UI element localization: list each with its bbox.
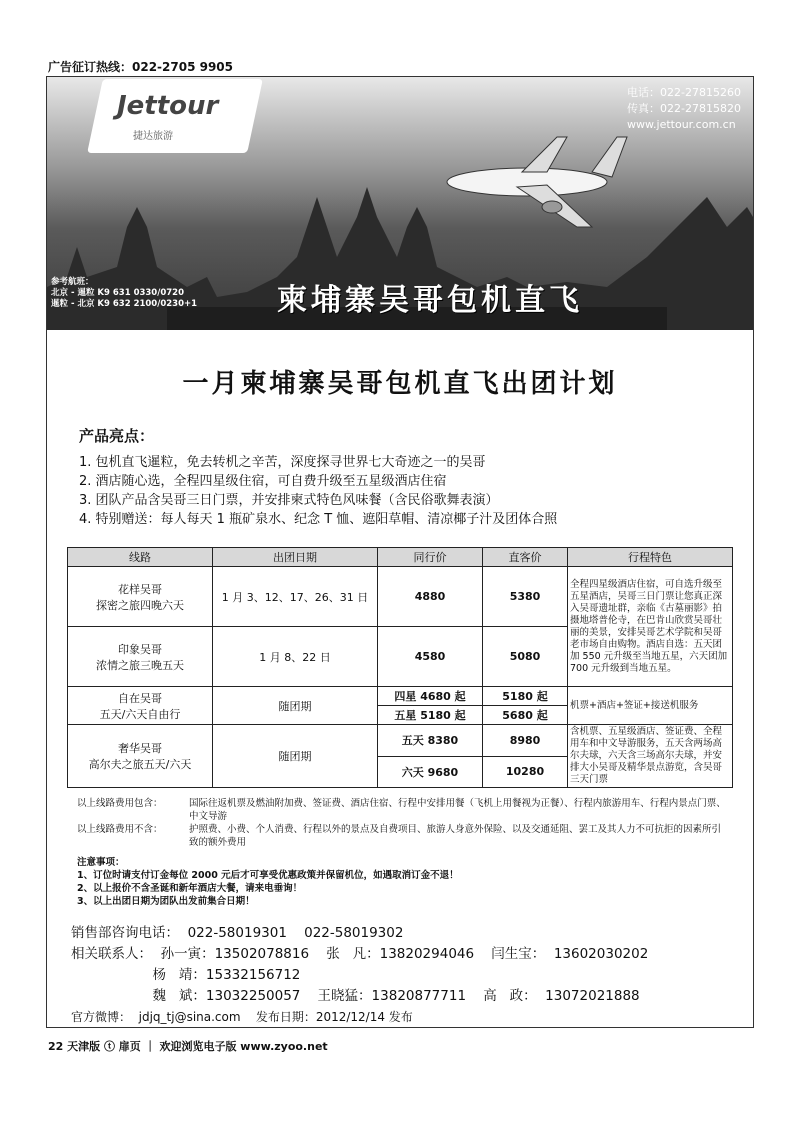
feature-cell: 机票+酒店+签证+接送机服务 (568, 687, 733, 725)
table-row (68, 567, 733, 627)
tour-table (67, 547, 733, 788)
col-features: 行程特色 (568, 548, 733, 567)
highlight-item: 4. 特别赠送：每人每天 1 瓶矿泉水、纪念 T 恤、遮阳草帽、清凉椰子汁及团体合照 (79, 512, 558, 527)
ref-flight-title: 参考航班： (51, 277, 94, 287)
ad-hotline: 广告征订热线：022-2705 9905 (48, 60, 234, 74)
include-text: 国际往返机票及燃油附加费、签证费、酒店住宿、行程中安排用餐（飞机上用餐视为正餐）、行程内旅游用车、行程内景点门票、中文导游 (189, 798, 726, 822)
direct-price: 5080 (483, 627, 568, 687)
contact-info (627, 85, 741, 133)
route-cell (68, 687, 213, 725)
route-cell (68, 725, 213, 788)
table-row (68, 725, 733, 757)
route-subtitle: 高尔夫之旅五天/六天 (88, 758, 192, 771)
peer-price: 4880 (378, 567, 483, 627)
highlights-title: 产品亮点： (79, 427, 155, 445)
route-name: 花样吴哥 (118, 582, 162, 596)
route-cell (68, 627, 213, 687)
direct-price: 5180 起 (483, 687, 568, 706)
sales-phone: 销售部咨询电话： 022-58019301 022-58019302 (71, 925, 404, 941)
ref-flight-return: 暹粒 - 北京 K9 632 2100/0230+1 (51, 299, 198, 309)
date-cell: 随团期 (213, 687, 378, 725)
direct-price: 5380 (483, 567, 568, 627)
peer-price: 六天 9680 (378, 756, 483, 788)
attention-notes (77, 856, 459, 908)
date-cell: 随团期 (213, 725, 378, 788)
contacts-line: 相关联系人： 孙一寅：13502078816 张 凡：13820294046 闫生宝： 13602030202 (71, 946, 649, 962)
route-name: 印象吴哥 (118, 642, 162, 656)
date-cell: 1 月 8、22 日 (213, 627, 378, 687)
direct-price: 5680 起 (483, 706, 568, 725)
page-footer: 22 天津版 ⓣ 扉页 ｜ 欢迎浏览电子版 www.zyoo.net (48, 1040, 328, 1053)
table-header (68, 548, 733, 567)
peer-price: 五天 8380 (378, 725, 483, 757)
exclude-text: 护照费、小费、个人消费、行程以外的景点及自费项目、旅游人身意外保险、以及交通延阻、罢工及其人力不可抗拒的因素所引致的额外费用 (189, 824, 722, 848)
exclude-label: 以上线路费用不含： (77, 824, 163, 835)
contacts-line: 魏 斌：13032250057 王晓猛：13820877711 高 政： 13072021888 (71, 988, 640, 1004)
feature-cell: 含机票、五星级酒店、签证费、全程用车和中文导游服务，五天含两场高尔夫球，六天含三场高尔夫球，并安排大小吴哥及精华景点游览，含吴哥三天门票 (568, 725, 733, 788)
peer-price: 4580 (378, 627, 483, 687)
airplane-icon (427, 127, 657, 237)
route-cell (68, 567, 213, 627)
col-peer-price: 同行价 (378, 548, 483, 567)
include-label: 以上线路费用包含： (77, 798, 163, 809)
col-direct-price: 直客价 (483, 548, 568, 567)
highlight-item: 1. 包机直飞暹粒，免去转机之辛苦，深度探寻世界七大奇迹之一的吴哥 (79, 455, 486, 470)
ad-frame (46, 76, 754, 1028)
route-subtitle: 浓情之旅三晚五天 (96, 658, 184, 672)
ref-flight-outbound: 北京 - 暹粒 K9 631 0330/0720 (51, 288, 184, 298)
feature-cell: 全程四星级酒店住宿，可自选升级至五星酒店，吴哥三日门票让您真正深入吴哥遗址群，亲临《古墓丽影》拍摄地塔普伦寺，在巴肯山欣赏吴哥壮丽的美景，安排吴哥艺术学院和吴哥老市场自由购物。酒店自选：五天团加 550 元升级至当地五星，六天团加 700 元升级到当地五星。 (568, 567, 733, 687)
highlights-list (79, 453, 557, 529)
brand-logo: Jettour (117, 91, 219, 121)
route-name: 奢华吴哥 (118, 742, 162, 755)
highlight-item: 3. 团队产品含吴哥三日门票，并安排柬式特色风味餐（含民俗歌舞表演） (79, 493, 499, 508)
fax: 传真：022-27815820 (627, 102, 741, 115)
col-route: 线路 (68, 548, 213, 567)
direct-price: 10280 (483, 756, 568, 788)
attention-item: 1、订位时请支付订金每位 2000 元后才可享受优惠政策并保留机位，如遇取消订金不退！ (77, 870, 459, 881)
reference-flights (51, 277, 197, 310)
peer-price: 五星 5180 起 (378, 706, 483, 725)
brand-logo-subtitle: 捷达旅游 (133, 131, 173, 142)
fee-notes (77, 797, 729, 849)
banner (47, 77, 753, 330)
route-title: 柬埔寨吴哥包机直飞 (277, 283, 583, 318)
website: www.jettour.com.cn (627, 118, 736, 131)
attention-item: 3、以上出团日期为团队出发前集合日期！ (77, 896, 255, 907)
date-cell: 1 月 3、12、17、26、31 日 (213, 567, 378, 627)
attention-item: 2、以上报价不含圣诞和新年酒店大餐，请来电垂询！ (77, 883, 303, 894)
table-row (68, 687, 733, 706)
attention-title: 注意事项： (77, 857, 125, 868)
page-title: 一月柬埔寨吴哥包机直飞出团计划 (182, 369, 618, 399)
contacts-line: 杨 靖：15332156712 (71, 967, 301, 983)
sales-contacts (71, 923, 648, 1028)
route-subtitle: 五天/六天自由行 (99, 707, 181, 721)
phone: 电话：022-27815260 (627, 86, 741, 99)
weibo-date: 官方微博： jdjq_tj@sina.com 发布日期：2012/12/14 发布 (71, 1010, 413, 1024)
peer-price: 四星 4680 起 (378, 687, 483, 706)
highlight-item: 2. 酒店随心选，全程四星级住宿，可自费升级至五星级酒店住宿 (79, 474, 447, 489)
col-date: 出团日期 (213, 548, 378, 567)
route-subtitle: 探密之旅四晚六天 (96, 598, 184, 612)
route-name: 自在吴哥 (118, 691, 162, 705)
direct-price: 8980 (483, 725, 568, 757)
